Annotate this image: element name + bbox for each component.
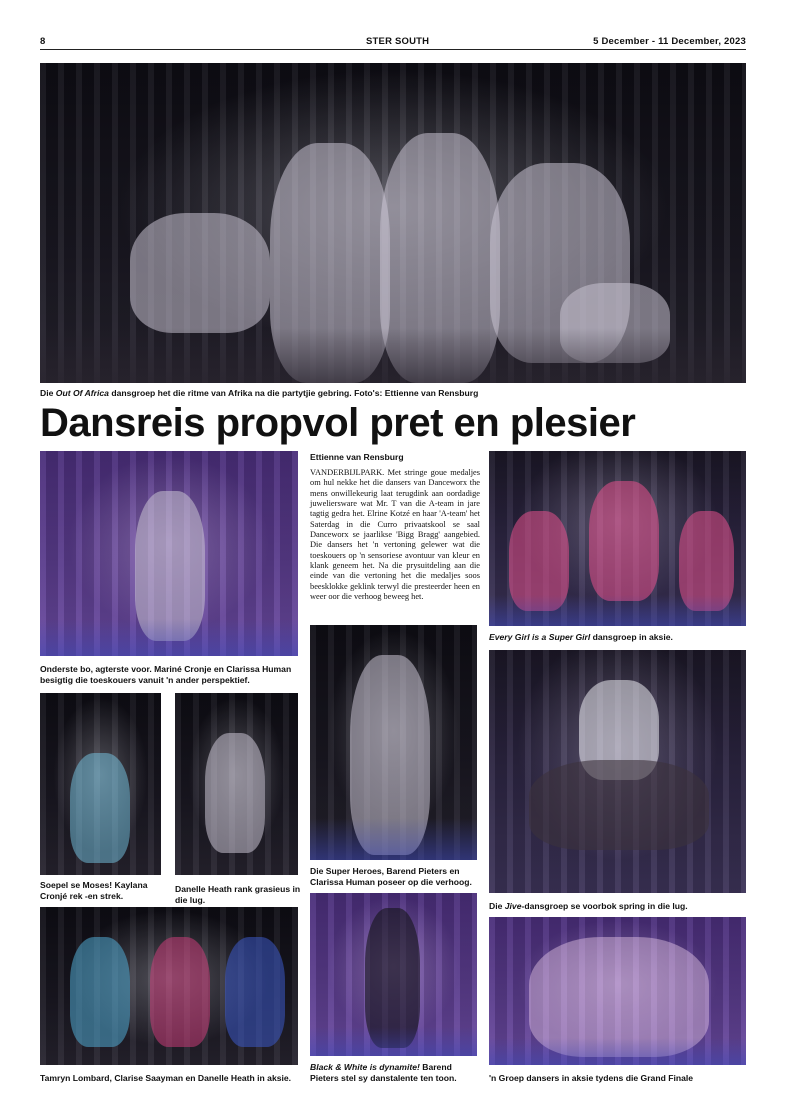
- soepel-caption: Soepel se Moses! Kaylana Cronjé rek -en strek.: [40, 880, 148, 901]
- super-heroes-photo: [310, 625, 477, 860]
- black-white-photo: [310, 893, 477, 1056]
- super-heroes-caption: Die Super Heroes, Barend Pieters en Clarissa Human poseer op die verhoog.: [310, 866, 472, 887]
- date-range: 5 December - 11 December, 2023: [593, 36, 746, 47]
- jive-photo: [489, 650, 746, 893]
- acro-photo: [40, 451, 298, 656]
- hero-photo: [40, 63, 746, 383]
- article-body: VANDERBIJLPARK. Met stringe goue medaljes om hul nekke het die dansers van Danceworx the mens onwillekeurig laat terugdink aan oordadige juweliersware wat Mr. T van die A-team in jare tagtig gedra het. Elrine Kotzé en haar 'A-team' het Saterdag in die Curro privaatskool se saal Danceworx se jaarlikse 'Bigg Bragg' aangebied. Die dansers het 'n vertoning gelewer wat die toeskouers op 'n sensoriese avontuur van kleur en klank geneem het. Na die prysuitdeling aan die einde van die vertoning het die medaljes soos beesklokke geklink terwyl die presteerder heen en weer oor die verhoog beweeg het.: [310, 468, 480, 602]
- danelle-photo: [175, 693, 298, 875]
- finale-caption: 'n Groep dansers in aksie tydens die Grand Finale: [489, 1073, 694, 1083]
- jive-caption: Die Jive-dansgroep se voorbok spring in die lug.: [489, 901, 688, 911]
- trio-caption: Tamryn Lombard, Clarise Saayman en Danelle Heath in aksie.: [40, 1073, 292, 1083]
- soepel-photo: [40, 693, 161, 875]
- hero-caption: Die Out Of Africa dansgroep het die ritme van Afrika na die partytjie gebring. Foto's: Ettienne van Rensburg: [40, 388, 479, 398]
- byline: Ettienne van Rensburg: [310, 452, 404, 462]
- publication-name: STER SOUTH: [366, 36, 430, 47]
- every-girl-caption: Every Girl is a Super Girl dansgroep in aksie.: [489, 632, 673, 642]
- finale-photo: [489, 917, 746, 1065]
- trio-photo: [40, 907, 298, 1065]
- acro-caption: Onderste bo, agterste voor. Mariné Cronje en Clarissa Human besigtig die toeskouers vanuit 'n ander perspektief.: [40, 664, 292, 685]
- every-girl-photo: [489, 451, 746, 626]
- danelle-caption: Danelle Heath rank grasieus in die lug.: [175, 884, 301, 905]
- page-number: 8: [40, 36, 46, 47]
- black-white-caption: Black & White is dynamite! Barend Pieters stel sy danstalente ten toon.: [310, 1062, 457, 1083]
- headline: Dansreis propvol pret en plesier: [40, 401, 636, 445]
- header-rule: [40, 49, 746, 50]
